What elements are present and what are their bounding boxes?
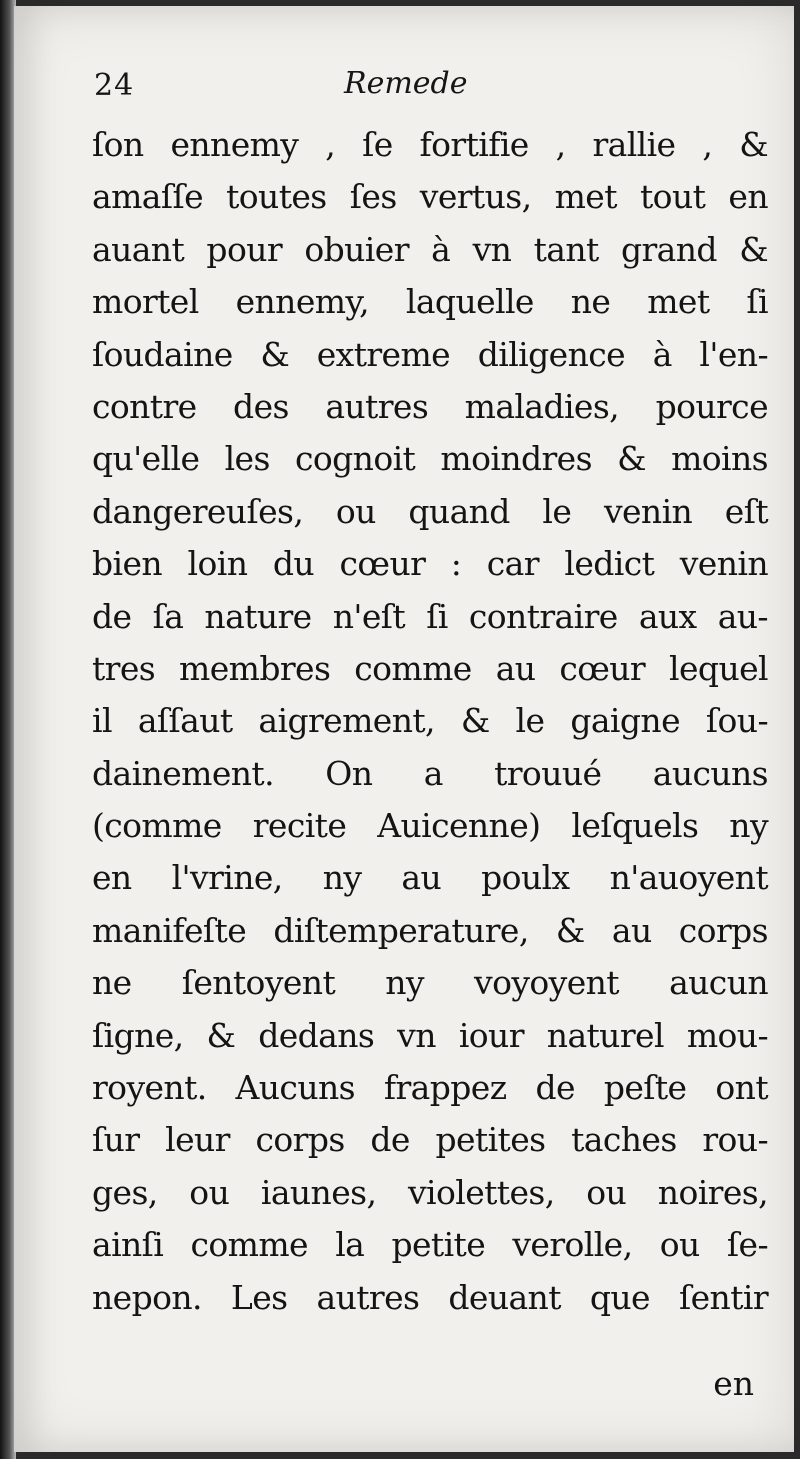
text-line: mortel ennemy, laquelle ne met ſi	[92, 282, 768, 322]
text-line: contre des autres maladies, pource	[92, 386, 768, 426]
text-line: dangereuſes, ou quand le venin eſt	[92, 491, 768, 531]
text-line: ſoudaine & extreme diligence à l'en-	[92, 334, 768, 374]
page-header	[94, 58, 754, 118]
text-line: auant pour obuier à vn tant grand &	[92, 229, 768, 269]
text-line: ges, ou iaunes, violettes, ou noires,	[92, 1172, 768, 1212]
running-head: Remede	[344, 66, 468, 101]
text-line: de ſa nature n'eſt ſi contraire aux au-	[92, 596, 768, 636]
text-line: ne ſentoyent ny voyoyent aucun	[92, 963, 768, 1003]
text-line: nepon. Les autres deuant que ſentir	[92, 1277, 768, 1317]
text-line: ſon ennemy , ſe fortifie , rallie , &	[92, 125, 768, 164]
catchword: en	[713, 1364, 754, 1403]
text-line: dainement. On a trouué aucuns	[92, 753, 768, 793]
text-line: qu'elle les cognoit moindres & moins	[92, 439, 768, 479]
text-line: manifeſte diſtemperature, & au corps	[92, 910, 768, 950]
text-line: il aſſaut aigrement, & le gaigne ſou-	[92, 701, 768, 741]
text-line: ſigne, & dedans vn iour naturel mou-	[92, 1015, 768, 1055]
page-number: 24	[94, 68, 135, 103]
text-line: ainſi comme la petite verolle, ou ſe-	[92, 1225, 768, 1265]
text-line: en l'vrine, ny au poulx n'auoyent	[92, 858, 768, 898]
text-line: amaſſe toutes ſes vertus, met tout en	[92, 177, 768, 217]
body-text	[92, 119, 768, 1324]
text-line: bien loin du cœur : car ledict venin	[92, 544, 768, 584]
text-line: royent. Aucuns frappez de peſte ont	[92, 1068, 768, 1108]
text-line: tres membres comme au cœur lequel	[92, 648, 768, 688]
text-line: ſur leur corps de petites taches rou-	[92, 1120, 768, 1160]
text-line: (comme recite Auicenne) leſquels ny	[92, 806, 768, 846]
book-page	[14, 6, 794, 1452]
